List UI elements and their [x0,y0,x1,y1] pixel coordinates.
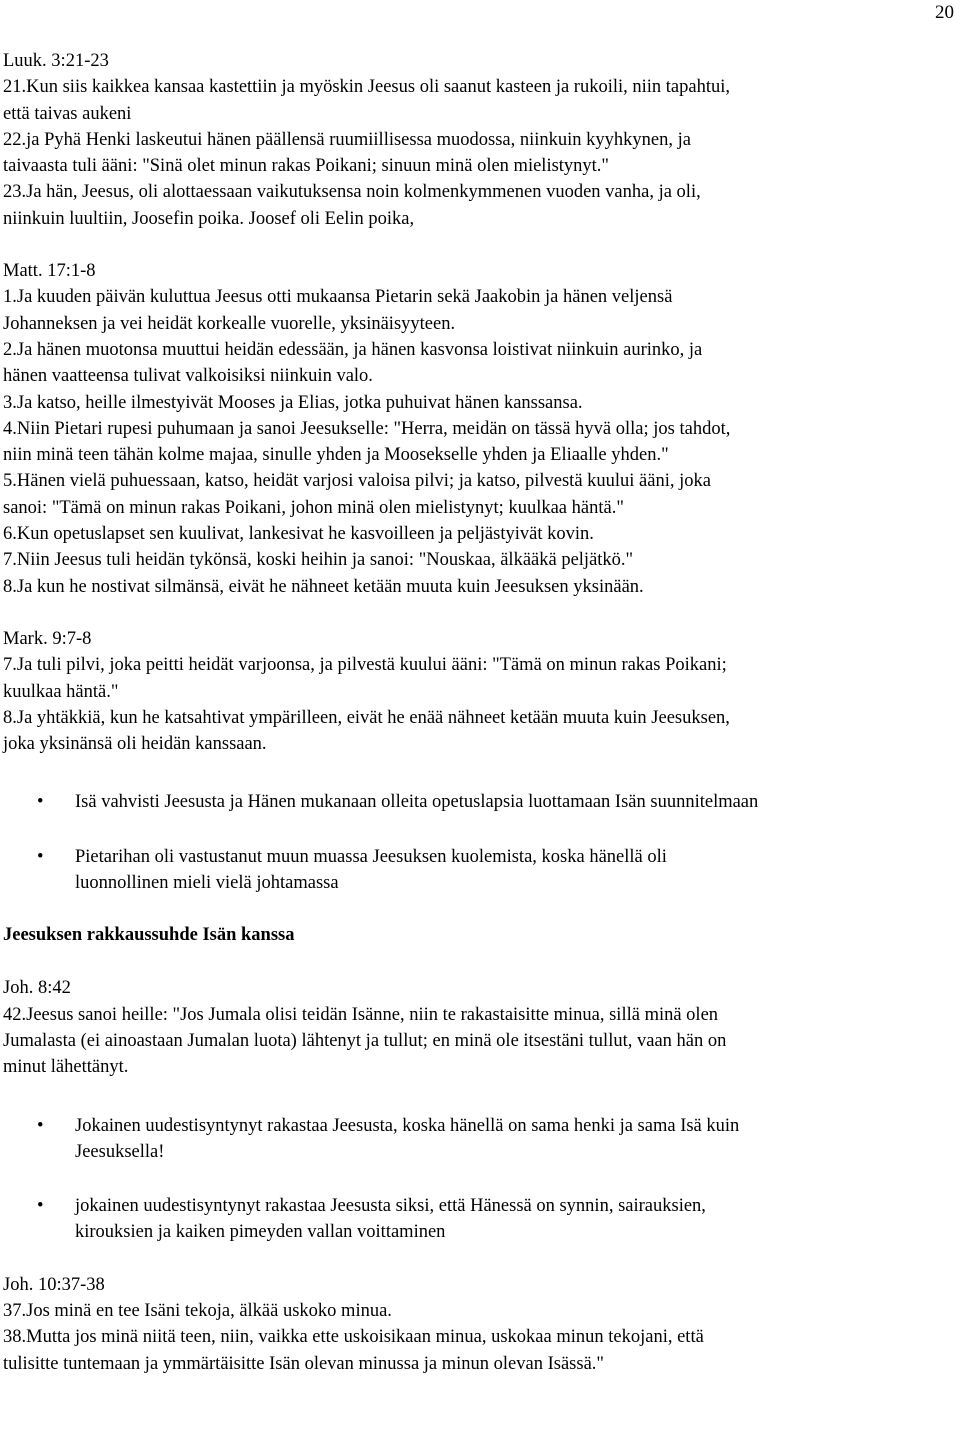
bullet-text: jokainen uudestisyntynyt rakastaa Jeesusta siksi, että Hänessä on synnin, sairauksien, [75,1196,706,1217]
verse-line: 22.ja Pyhä Henki laskeutui hänen päällensä ruumiillisessa muodossa, niinkuin kyyhkynen, ja [3,129,691,150]
verse-line: taivaasta tuli ääni: "Sinä olet minun rakas Poikani; sinuun minä olen mielistynyt." [3,156,609,177]
bullet-text: Jokainen uudestisyntynyt rakastaa Jeesusta, koska hänellä on sama henki ja sama Isä kuin [75,1115,740,1136]
bullet-icon: • [37,846,44,867]
verse-line: sanoi: "Tämä on minun rakas Poikani, johon minä olen mielistynyt; kuulkaa häntä." [3,497,624,518]
spacer [3,600,955,626]
spacer [3,757,955,789]
verse-line: 37.Jos minä en tee Isäni tekoja, älkää uskoko minua. [3,1300,392,1321]
verse-line: tulisitte tuntemaan ja ymmärtäisitte Isän olevan minussa ja minun olevan Isässä." [3,1353,604,1374]
verse-line: 23.Ja hän, Jeesus, oli alottaessaan vaikutuksensa noin kolmenkymmenen vuoden vanha, ja oli, [3,182,701,203]
scripture-reference: Matt. 17:1-8 [3,261,96,282]
section-heading: Jeesuksen rakkaussuhde Isän kanssa [3,925,295,946]
page-number: 20 [935,2,954,23]
verse-line: kuulkaa häntä." [3,681,119,702]
section-john-8 [3,975,955,1080]
verse-line: niin minä teen tähän kolme majaa, sinulle yhden ja Moosekselle yhden ja Eliaalle yhden." [3,445,669,466]
document-body [3,48,955,1377]
scripture-reference: Mark. 9:7-8 [3,628,92,649]
scripture-reference: Luuk. 3:21-23 [3,51,109,71]
verse-line: 38.Mutta jos minä niitä teen, niin, vaikka ette uskoisikaan minua, uskokaa minun tekojani, että [3,1327,704,1348]
verse-line: 1.Ja kuuden päivän kuluttua Jeesus otti mukaansa Pietarin sekä Jaakobin ja hänen veljensä [3,287,673,308]
list-item [3,789,955,815]
verse-line: 7.Niin Jeesus tuli heidän tykönsä, koski heihin ja sanoi: "Nouskaa, älkääkä peljätkö." [3,550,634,571]
verse-line: 7.Ja tuli pilvi, joka peitti heidät varjoonsa, ja pilvestä kuului ääni: "Tämä on minun rakas Poikani; [3,655,727,676]
list-item [3,844,955,897]
spacer [3,1246,955,1272]
verse-line: 4.Niin Pietari rupesi puhumaan ja sanoi Jeesukselle: "Herra, meidän on tässä hyvä olla; jos tahdot, [3,418,731,439]
spacer [3,949,955,975]
bullet-icon: • [37,1115,44,1136]
bullet-icon: • [37,792,44,813]
verse-line: 8.Ja kun he nostivat silmänsä, eivät he nähneet ketään muuta kuin Jeesuksen yksinään. [3,576,644,597]
bullet-icon: • [37,1196,44,1217]
section-luke-3 [3,48,955,232]
bullet-text: luonnollinen mieli vielä johtamassa [75,873,339,894]
spacer [3,1081,955,1113]
verse-line: 42.Jeesus sanoi heille: "Jos Jumala olisi teidän Isänne, niin te rakastaisitte minua, sillä minä olen [3,1004,719,1025]
verse-line: että taivas aukeni [3,103,132,124]
scripture-reference: Joh. 10:37-38 [3,1274,105,1295]
section-john-10 [3,1272,955,1377]
list-item [3,1113,955,1166]
verse-line: 21.Kun siis kaikkea kansaa kastettiin ja myöskin Jeesus oli saanut kasteen ja rukoili, niin tapahtui, [3,77,731,98]
verse-line: joka yksinänsä oli heidän kanssaan. [3,734,267,755]
spacer [3,816,955,844]
bullet-text: Isä vahvisti Jeesusta ja Hänen mukanaan olleita opetuslapsia luottamaan Isän suunnitelmaan [75,792,759,813]
bullet-list [3,1113,955,1246]
spacer [3,1165,955,1193]
verse-line: 5.Hänen vielä puhuessaan, katso, heidät varjosi valoisa pilvi; ja katso, pilvestä kuului ääni, joka [3,471,711,492]
verse-line: Jumalasta (ei ainoastaan Jumalan luota) lähtenyt ja tullut; en minä ole itsestäni tullut, vaan hän on [3,1030,727,1051]
section-matthew-17 [3,258,955,600]
verse-line: niinkuin luultiin, Joosefin poika. Joosef oli Eelin poika, [3,208,415,229]
bullet-text: Jeesuksella! [75,1141,165,1162]
verse-line: 8.Ja yhtäkkiä, kun he katsahtivat ympärilleen, eivät he enää nähneet ketään muuta kuin Jeesuksen, [3,707,730,728]
verse-line: minut lähettänyt. [3,1057,129,1078]
verse-line: Johanneksen ja vei heidät korkealle vuorelle, yksinäisyyteen. [3,313,456,334]
section-mark-9 [3,626,955,757]
bullet-list [3,789,955,896]
spacer [3,232,955,258]
bullet-text: Pietarihan oli vastustanut muun muassa Jeesuksen kuolemista, koska hänellä oli [75,846,667,867]
list-item [3,1193,955,1246]
verse-line: hänen vaatteensa tulivat valkoisiksi niinkuin valo. [3,366,373,387]
scripture-reference: Joh. 8:42 [3,978,71,999]
bullet-text: kirouksien ja kaiken pimeyden vallan voittaminen [75,1222,446,1243]
verse-line: 6.Kun opetuslapset sen kuulivat, lankesivat he kasvoilleen ja peljästyivät kovin. [3,524,594,545]
verse-line: 3.Ja katso, heille ilmestyivät Mooses ja Elias, jotka puhuivat hänen kanssansa. [3,392,583,413]
spacer [3,896,955,922]
verse-line: 2.Ja hänen muotonsa muuttui heidän edessään, ja hänen kasvonsa loistivat niinkuin aurinko, ja [3,339,703,360]
